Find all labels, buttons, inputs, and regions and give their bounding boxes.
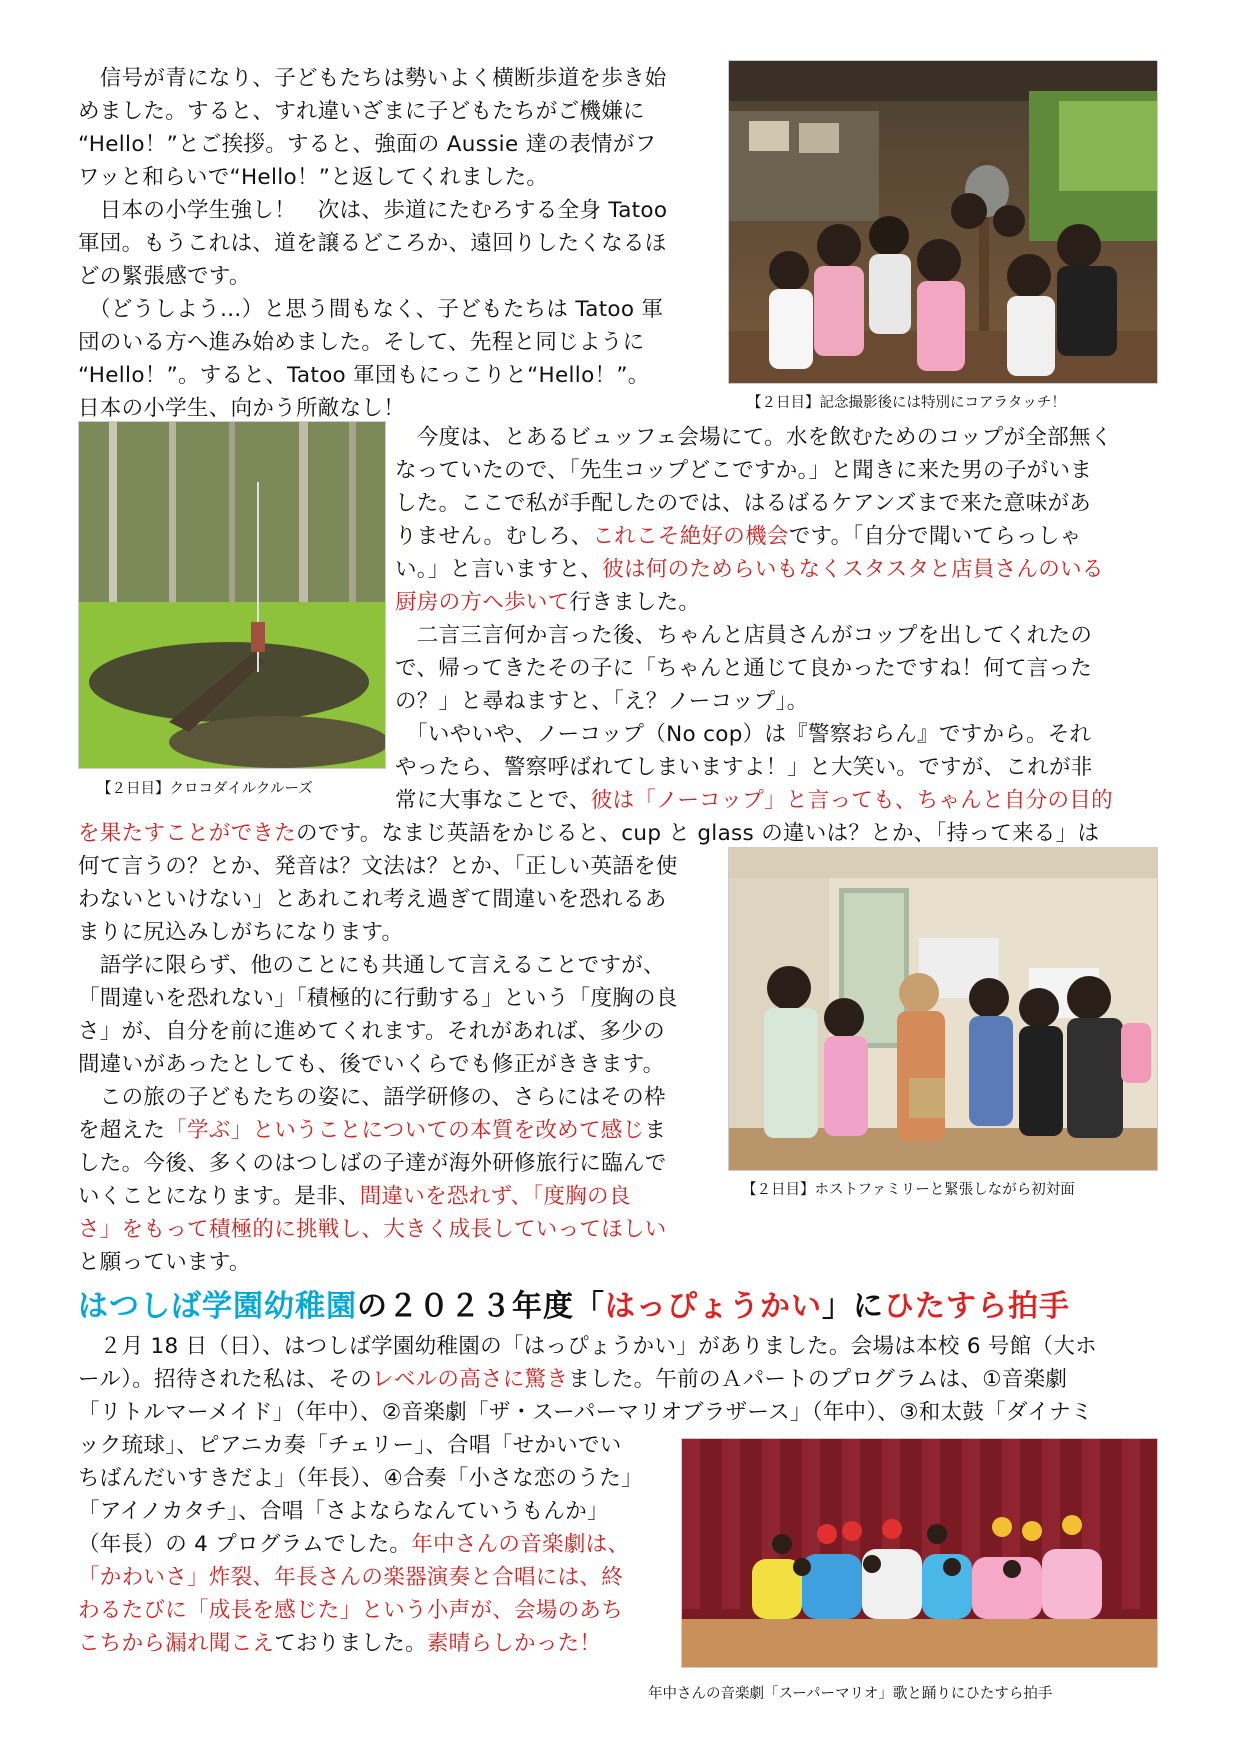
text-line <box>78 817 1099 850</box>
koala-photo <box>728 60 1158 384</box>
body-text: ました。午前のＡパートのプログラムは、①音楽劇 <box>568 1367 1068 1392</box>
body-text: を超えた <box>78 1118 166 1143</box>
heading-part: ひたすら拍手 <box>884 1289 1070 1324</box>
heading-part: ２０２３年度 <box>388 1289 574 1324</box>
text-line <box>395 421 1112 454</box>
text-line <box>78 1363 1067 1396</box>
text-line <box>395 718 1091 751</box>
text-line <box>78 1594 623 1627</box>
body-text: 何て言うの？とか、発音は？文法は？とか、「正しい英語を使 <box>78 854 678 879</box>
body-text: ール）。招待された私は、その <box>78 1367 373 1392</box>
body-text: わないといけない」とあれこれ考え過ぎて間違いを恐れるあ <box>78 887 667 912</box>
highlight-text: 彼は何のためらいもなくスタスタと店員さんのいる <box>602 557 1104 582</box>
body-text: で、帰ってきたその子に「ちゃんと通じて良かったですね！何て言った <box>395 656 1093 681</box>
heading-part: 」 <box>822 1289 853 1324</box>
body-text: 日本の小学生強し！ 次は、歩道にたむろする全身 Tatoo <box>78 198 668 223</box>
text-line <box>78 1627 601 1660</box>
body-text: この旅の子どもたちの姿に、語学研修の、さらにはその枠 <box>78 1085 666 1110</box>
body-text: ワッと和らいで“Hello！”と返してくれました。 <box>78 165 549 190</box>
body-text: と願っています。 <box>78 1250 251 1275</box>
koala-caption: 【２日目】記念撮影後には特別にコアラタッチ！ <box>747 395 1066 411</box>
highlight-text: 厨房の方へ歩いて <box>395 590 570 615</box>
text-line <box>78 1048 664 1081</box>
body-text: りません。むしろ、 <box>395 524 593 549</box>
highlight-text: レベルの高さに驚き <box>372 1367 569 1392</box>
text-line <box>78 359 650 392</box>
kindergarten-heading <box>78 1281 1070 1325</box>
highlight-text: こちから漏れ聞こえ <box>78 1631 275 1656</box>
body-text: 信号が青になり、子どもたちは勢いよく横断歩道を歩き始 <box>78 66 667 91</box>
body-text: やったら、警察呼ばれてしまいますよ！」と大笑い。ですが、これが非 <box>395 755 1093 780</box>
text-line <box>78 62 667 95</box>
text-line <box>78 128 656 161</box>
text-line <box>78 1528 629 1561</box>
heading-part: 「 <box>574 1289 605 1324</box>
text-line <box>78 949 665 982</box>
text-line <box>78 916 403 949</box>
body-text: ちばんだいすきだよ」（年長）、④合奏「小さな恋のうた」 <box>78 1466 643 1491</box>
highlight-text: を果たすことができた <box>78 821 297 846</box>
text-line <box>78 95 645 128</box>
heading-part: はっぴょうかい <box>605 1289 822 1324</box>
crocodile-photo <box>78 421 386 769</box>
body-text: のです。なまじ英語をかじると、cup と glass の違いは？とか、「持って来る」は <box>296 821 1100 846</box>
body-text: した。今後、多くのはつしばの子達が海外研修旅行に臨んで <box>78 1151 667 1176</box>
body-text: です。「自分で聞いてらっしゃ <box>788 524 1082 549</box>
body-text: 行きました。 <box>569 590 701 615</box>
text-line <box>395 487 1091 520</box>
text-line <box>78 260 251 293</box>
body-text: “Hello！”とご挨拶。すると、強面の Aussie 達の表情がフ <box>78 132 657 157</box>
body-text: した。ここで私が手配したのでは、はるばるケアンズまで来た意味があ <box>395 491 1092 516</box>
text-line <box>78 1180 631 1213</box>
text-line <box>78 1081 666 1114</box>
body-text: （年長）の 4 プログラムでした。 <box>78 1532 412 1557</box>
text-line <box>78 1396 1093 1429</box>
text-line <box>78 326 644 359</box>
body-text: 「リトルマーメイド」（年中）、②音楽劇「ザ・スーパーマリオブラザース」（年中）、③和太鼓「ダイナミ <box>78 1400 1093 1425</box>
highlight-text: 「学ぶ」ということについての本質を改めて感じ <box>165 1118 645 1143</box>
stage-caption: 年中さんの音楽劇「スーパーマリオ」歌と踊りにひたすら拍手 <box>648 1686 1053 1702</box>
text-line <box>395 685 808 718</box>
body-text: 語学に限らず、他のことにも共通して言えることですが、 <box>78 953 665 978</box>
body-text: ま <box>644 1118 667 1143</box>
body-text: 軍団。もうこれは、道を譲るどころか、遠回りしたくなるほ <box>78 231 667 256</box>
heading-part: はつしば学園幼稚園 <box>78 1289 357 1324</box>
text-line <box>395 751 1093 784</box>
body-text: （どうしよう…）と思う間もなく、子どもたちは Tatoo 軍 <box>78 297 664 322</box>
host-family-caption: 【２日目】ホストファミリーと緊張しながら初対面 <box>742 1182 1075 1198</box>
host-family-photo <box>728 847 1158 1171</box>
body-text: どの緊張感です。 <box>78 264 251 289</box>
body-text: まりに尻込みしがちになります。 <box>78 920 404 945</box>
text-line <box>78 1213 667 1246</box>
text-line <box>78 161 548 194</box>
highlight-text: わるたびに「成長を感じた」という小声が、会場のあち <box>78 1598 624 1623</box>
text-line <box>395 586 700 619</box>
body-text: 常に大事なことで、 <box>395 788 591 813</box>
text-line <box>395 619 1092 652</box>
text-line <box>395 454 1092 487</box>
highlight-text: 間違いを恐れず、「度胸の良 <box>359 1184 631 1209</box>
text-line <box>78 227 667 260</box>
body-text: 団のいる方へ進み始めました。そして、先程と同じように <box>78 330 645 355</box>
body-text: の？」と尋ねますと、「え？ノーコップ」。 <box>395 689 809 714</box>
crocodile-caption: 【２日目】クロコダイルクルーズ <box>97 781 313 797</box>
text-line <box>78 1429 622 1462</box>
stage-photo <box>681 1438 1158 1668</box>
highlight-text: 年中さんの音楽劇は、 <box>411 1532 630 1557</box>
heading-part: に <box>853 1289 884 1324</box>
body-text: ２月 18 日（日）、はつしば学園幼稚園の「はっぴょうかい」がありました。会場は本校 6 号館（大ホ <box>78 1334 1097 1359</box>
highlight-text: 素晴らしかった！ <box>426 1631 602 1656</box>
body-text: 間違いがあったとしても、後でいくらでも修正がききます。 <box>78 1052 665 1077</box>
text-line <box>78 1330 1097 1363</box>
body-text: い。」と言いますと、 <box>395 557 603 582</box>
text-line <box>395 553 1104 586</box>
text-line <box>78 982 678 1015</box>
heading-part: の <box>357 1289 388 1324</box>
text-line <box>395 652 1092 685</box>
body-text: 「いやいや、ノーコップ（No cop）は『警察おらん』ですから。それ <box>395 722 1092 747</box>
text-line <box>78 1114 666 1147</box>
text-line <box>78 883 667 916</box>
highlight-text: さ」をもって積極的に挑戦し、大きく成長していってほしい <box>78 1217 667 1242</box>
body-text: ておりました。 <box>274 1631 427 1656</box>
highlight-text: これこそ絶好の機会 <box>592 524 789 549</box>
body-text: いくことになります。是非、 <box>78 1184 360 1209</box>
body-text: “Hello！”。すると、Tatoo 軍団もにっこりと“Hello！”。 <box>78 363 650 388</box>
text-line <box>78 293 663 326</box>
text-line <box>78 1561 623 1594</box>
text-line <box>78 1147 667 1180</box>
text-line <box>395 784 1113 817</box>
body-text: めました。すると、すれ違いざまに子どもたちがご機嫌に <box>78 99 645 124</box>
text-line <box>395 520 1081 553</box>
text-line <box>78 1246 251 1279</box>
body-text: 「アイノカタチ」、合唱「さよならなんていうもんか」 <box>78 1499 609 1524</box>
text-line <box>78 1015 665 1048</box>
body-text: なっていたので、「先生コップどこですか。」と聞きに来た男の子がいま <box>395 458 1093 483</box>
highlight-text: 彼は「ノーコップ」と言っても、ちゃんと自分の目的 <box>590 788 1113 813</box>
body-text: ック琉球」、ピアニカ奏「チェリー」、合唱「せかいでい <box>78 1433 622 1458</box>
text-line <box>78 1462 643 1495</box>
text-line <box>78 850 678 883</box>
body-text: 「間違いを恐れない」「積極的に行動する」という「度胸の良 <box>78 986 678 1011</box>
highlight-text: 「かわいさ」炸裂、年長さんの楽器演奏と合唱には、終 <box>78 1565 624 1590</box>
body-text: 二言三言何か言った後、ちゃんと店員さんがコップを出してくれたの <box>395 623 1093 648</box>
body-text: さ」が、自分を前に進めてくれます。それがあれば、多少の <box>78 1019 665 1044</box>
body-text: 日本の小学生、向かう所敵なし！ <box>78 396 406 421</box>
text-line <box>78 194 667 227</box>
text-line <box>78 1495 609 1528</box>
body-text: 今度は、とあるビュッフェ会場にて。水を飲むためのコップが全部無く <box>395 425 1113 450</box>
